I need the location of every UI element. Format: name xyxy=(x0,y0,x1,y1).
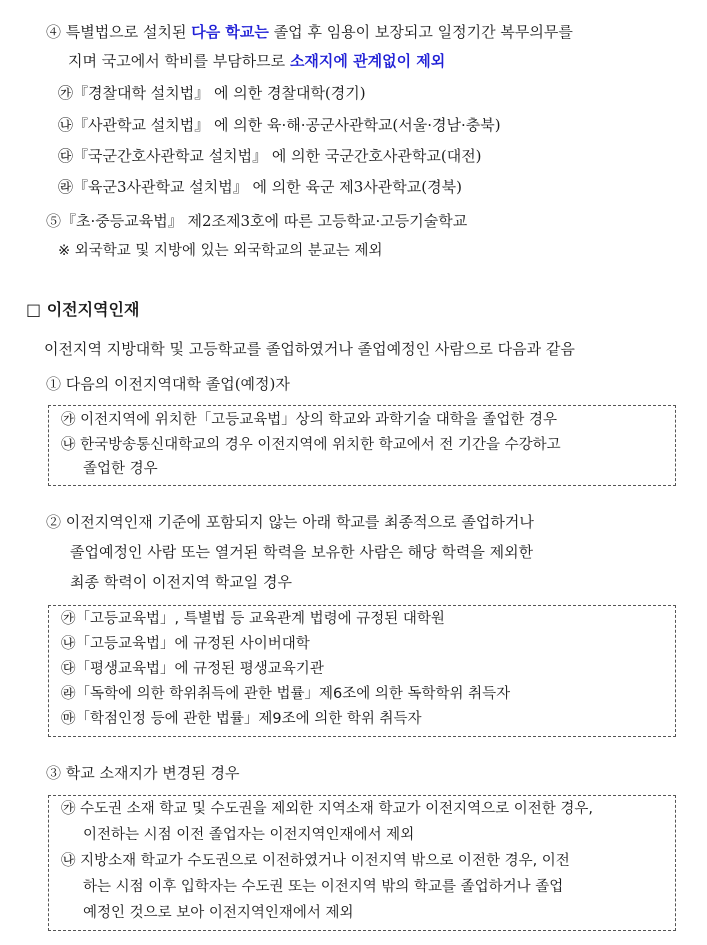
sub-item: ㉮『경찰대학 설치법』 에 의한 경찰대학(경기) xyxy=(58,84,366,102)
item-4-line-1 xyxy=(46,21,573,43)
item-2-line-3: 최종 학력이 이전지역 학교일 경우 xyxy=(70,573,292,591)
box-2-line: ㉱「독학에 의한 학위취득에 관한 법률」제6조에 의한 독학학위 취득자 xyxy=(61,686,511,702)
box-1-line: ㉯ 한국방송통신대학교의 경우 이전지역에 위치한 학교에서 전 기간을 수강하고 xyxy=(61,437,561,453)
box-3-line: 하는 시점 이후 입학자는 수도권 또는 이전지역 밖의 학교를 졸업하거나 졸업 xyxy=(83,879,564,895)
note: ※ 외국학교 및 지방에 있는 외국학교의 분교는 제외 xyxy=(58,243,383,259)
box-3-line: 예정인 것으로 보아 이전지역인재에서 제외 xyxy=(83,905,354,921)
box-1 xyxy=(48,405,676,486)
item-5: ⑤『초·중등교육법』 제2조제3호에 따른 고등학교·고등기술학교 xyxy=(46,212,468,230)
box-1-line: ㉮ 이전지역에 위치한「고등교육법」상의 학교와 과학기술 대학을 졸업한 경우 xyxy=(61,412,557,428)
section-intro: 이전지역 지방대학 및 고등학교를 졸업하였거나 졸업예정인 사람으로 다음과 같음 xyxy=(44,340,575,358)
section-heading: □ 이전지역인재 xyxy=(26,300,140,319)
item-4-line-2-highlight: 소재지에 관계없이 제외 xyxy=(289,52,446,70)
box-3-line: ㉮ 수도권 소재 학교 및 수도권을 제외한 지역소재 학교가 이전지역으로 이전한 경우, xyxy=(61,801,594,817)
item-1: ① 다음의 이전지역대학 졸업(예정)자 xyxy=(46,375,290,393)
item-2-line-1: ② 이전지역인재 기준에 포함되지 않는 아래 학교를 최종적으로 졸업하거나 xyxy=(46,513,534,531)
sub-item: ㉰『국군간호사관학교 설치법』 에 의한 국군간호사관학교(대전) xyxy=(58,147,482,165)
box-3 xyxy=(48,795,676,931)
item-4-line-2 xyxy=(68,50,445,72)
item-4-suffix: 졸업 후 임용이 보장되고 일정기간 복무의무를 xyxy=(268,23,573,41)
box-2-line: ㉰「평생교육법」에 규정된 평생교육기관 xyxy=(61,661,324,677)
box-1-line: 졸업한 경우 xyxy=(83,461,158,477)
box-2-line: ㉯「고등교육법」에 규정된 사이버대학 xyxy=(61,636,310,652)
item-2-line-2: 졸업예정인 사람 또는 열거된 학력을 보유한 사람은 해당 학력을 제외한 xyxy=(70,543,534,561)
item-4-prefix: ④ 특별법으로 설치된 xyxy=(46,23,192,41)
box-2-line: ㉲「학점인정 등에 관한 법률」제9조에 의한 학위 취득자 xyxy=(61,711,422,727)
sub-item: ㉱『육군3사관학교 설치법』 에 의한 육군 제3사관학교(경북) xyxy=(58,178,462,196)
box-2-line: ㉮「고등교육법」, 특별법 등 교육관계 법령에 규정된 대학원 xyxy=(61,611,445,627)
sub-item: ㉯『사관학교 설치법』 에 의한 육·해·공군사관학교(서울·경남·충북) xyxy=(58,116,501,134)
box-3-line: 이전하는 시점 이전 졸업자는 이전지역인재에서 제외 xyxy=(83,827,415,843)
item-4-highlight: 다음 학교는 xyxy=(191,23,269,41)
box-3-line: ㉯ 지방소재 학교가 수도권으로 이전하였거나 이전지역 밖으로 이전한 경우, 이전 xyxy=(61,853,570,869)
item-4-line-2-text: 지며 국고에서 학비를 부담하므로 xyxy=(68,52,290,70)
item-3: ③ 학교 소재지가 변경된 경우 xyxy=(46,764,240,782)
box-2 xyxy=(48,605,676,737)
